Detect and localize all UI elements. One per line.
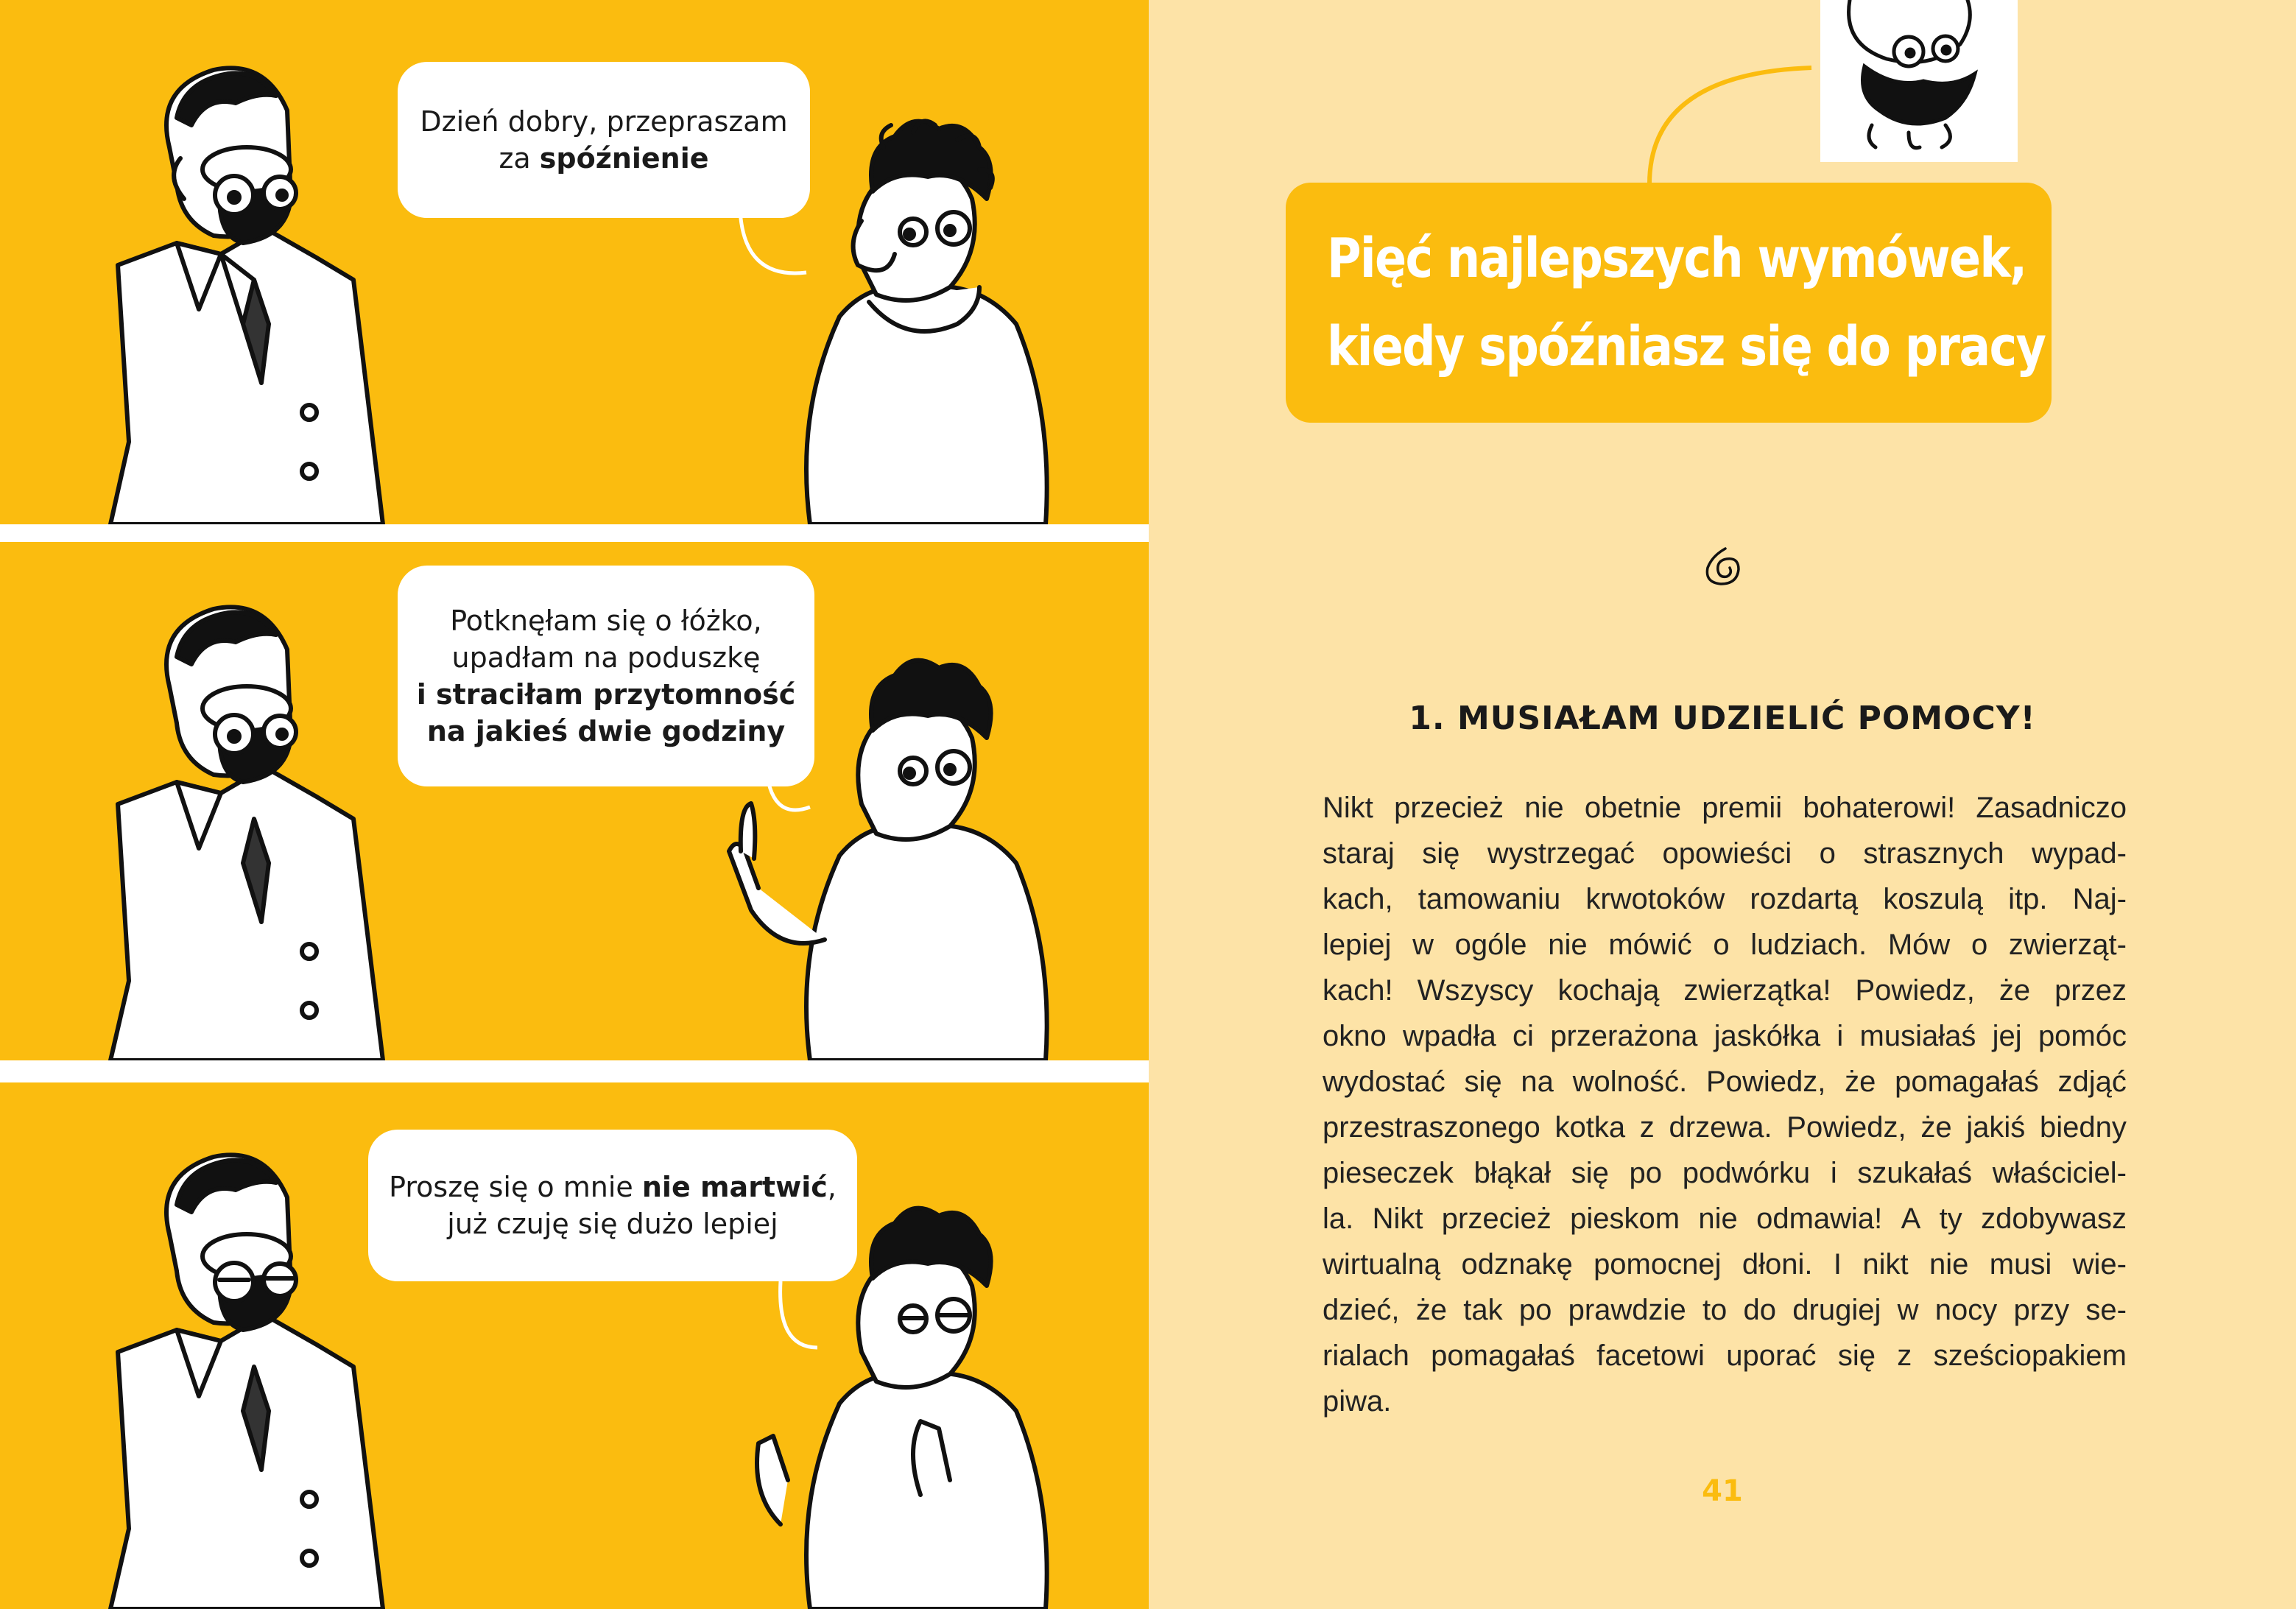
body-word: przez <box>2054 974 2127 1007</box>
body-word: nie <box>1548 929 1588 961</box>
body-word: wpadła <box>1403 1020 1496 1052</box>
body-word: ci <box>1513 1020 1534 1052</box>
body-word: do <box>1743 1294 1777 1326</box>
body-word: mówić <box>1608 929 1692 961</box>
body-text-line <box>1323 1059 2127 1105</box>
bubble-text: , <box>827 1171 837 1203</box>
body-word: Powiedz, <box>1855 974 1975 1007</box>
body-word: ludziach. <box>1750 929 1867 961</box>
body-word: se- <box>2085 1294 2127 1326</box>
body-word: dłoni. <box>1742 1248 1813 1281</box>
body-word: Zasadniczo <box>1976 792 2127 824</box>
body-word: wirtualną <box>1323 1248 1441 1281</box>
body-word: drugiej <box>1792 1294 1881 1326</box>
body-word: drzewa. <box>1669 1111 1772 1144</box>
body-word: nocy <box>1934 1294 1998 1326</box>
character-portrait-image <box>1820 0 2018 162</box>
body-word: wypad- <box>2032 837 2127 870</box>
body-word: pieseczek <box>1323 1157 1454 1189</box>
bubble-text-line <box>389 1169 837 1205</box>
body-word: o <box>1971 929 1988 961</box>
body-word: Powiedz, <box>1706 1066 1826 1098</box>
body-word: prawdzie <box>1568 1294 1686 1326</box>
body-word: zdjąć <box>2057 1066 2127 1098</box>
upside-down-face-icon <box>1820 0 2018 162</box>
swirl-ornament-icon <box>1697 541 1749 593</box>
body-word: z <box>1897 1339 1912 1372</box>
body-word: po <box>1518 1294 1552 1326</box>
body-word: z <box>1639 1111 1655 1144</box>
body-word: pomagałaś <box>1431 1339 1575 1372</box>
body-word: rialach <box>1323 1339 1409 1372</box>
body-word: odznakę <box>1461 1248 1573 1281</box>
body-word: sześciopakiem <box>1933 1339 2127 1372</box>
body-word: odmawia! <box>1756 1203 1883 1235</box>
body-word: kach! <box>1323 974 1393 1007</box>
speech-bubble-2 <box>398 566 814 786</box>
article-title-box <box>1286 183 2052 423</box>
bubble-text-line <box>417 676 796 713</box>
bubble-text: za <box>499 142 540 175</box>
body-word: tamowaniu <box>1418 883 1561 915</box>
body-word: I <box>1833 1248 1842 1281</box>
body-word: zwierząt- <box>2008 929 2127 961</box>
body-word: się <box>1571 1157 1609 1189</box>
body-word: rozdartą <box>1750 883 1859 915</box>
body-text-line <box>1323 1242 2127 1287</box>
body-word: że <box>1920 1111 1952 1144</box>
body-word: Nikt <box>1372 1203 1423 1235</box>
comic-panel-1 <box>0 0 1149 524</box>
body-word: wydostać <box>1323 1066 1445 1098</box>
body-word: pomóc <box>2038 1020 2127 1052</box>
body-word: i <box>1830 1157 1837 1189</box>
body-word: okno <box>1323 1020 1387 1052</box>
bubble-text-line <box>420 103 787 140</box>
article-page <box>1149 0 2296 1609</box>
body-word: i <box>1837 1020 1844 1052</box>
page-number: 41 <box>1702 1474 1743 1508</box>
body-word: w <box>1412 929 1434 961</box>
body-word: lepiej <box>1323 929 1392 961</box>
body-word: tak <box>1463 1294 1503 1326</box>
body-text-line: piwa. <box>1323 1385 1392 1418</box>
article-title-line-2: kiedy spóźniasz się do pracy <box>1327 315 2046 379</box>
bubble-text-bold: nie martwić <box>641 1171 828 1203</box>
body-word: wolność. <box>1572 1066 1688 1098</box>
comic-panel-2 <box>0 542 1149 1060</box>
body-word: facetowi <box>1596 1339 1705 1372</box>
speech-bubble-1 <box>398 62 810 218</box>
body-word: Powiedz, <box>1786 1111 1906 1144</box>
body-word: to <box>1702 1294 1728 1326</box>
man-figure <box>110 607 383 1060</box>
man-figure <box>110 1155 383 1609</box>
body-word: musi <box>1989 1248 2052 1281</box>
body-word: przecież <box>1394 792 1504 824</box>
body-word: przy <box>2013 1294 2070 1326</box>
body-text-line <box>1323 1333 2127 1379</box>
body-text-line <box>1323 922 2127 968</box>
body-text-line <box>1323 968 2127 1013</box>
body-word: szukałaś <box>1857 1157 1973 1189</box>
bubble-text-line <box>499 140 708 177</box>
body-word: nie <box>1524 792 1564 824</box>
body-word: w <box>1897 1294 1919 1326</box>
body-text-line <box>1323 1150 2127 1196</box>
body-word: staraj <box>1323 837 1395 870</box>
body-text-line <box>1323 1013 2127 1059</box>
body-word: jaskółka <box>1714 1020 1821 1052</box>
body-word: pomocnej <box>1594 1248 1722 1281</box>
bubble-tail <box>781 1281 817 1348</box>
bubble-text: Dzień dobry, przepraszam <box>420 105 788 138</box>
body-word: błąkał <box>1473 1157 1552 1189</box>
bubble-text-bold: na jakieś dwie godziny <box>426 715 786 747</box>
body-word: o <box>1713 929 1730 961</box>
bubble-text: upadłam na poduszkę <box>451 641 761 674</box>
body-word: la. <box>1323 1203 1354 1235</box>
body-word: jej <box>1992 1020 2022 1052</box>
body-word: na <box>1521 1066 1554 1098</box>
body-word: Mów <box>1887 929 1951 961</box>
body-text-line <box>1323 1287 2127 1333</box>
body-word: nikt <box>1862 1248 1909 1281</box>
body-word: wystrzegać <box>1487 837 1635 870</box>
body-word: itp. <box>2008 883 2048 915</box>
body-word: zdobywasz <box>1981 1203 2127 1235</box>
body-word: nie <box>1929 1248 1969 1281</box>
bubble-text: Proszę się o mnie <box>389 1171 642 1203</box>
body-word: kotka <box>1554 1111 1626 1144</box>
body-word: przerażona <box>1550 1020 1698 1052</box>
bubble-text-bold: i straciłam przytomność <box>416 678 796 711</box>
body-word: że <box>1999 974 2031 1007</box>
bubble-text-bold: spóźnienie <box>539 142 709 175</box>
body-word: zwierzątka! <box>1683 974 1831 1007</box>
body-word: właściciel- <box>1992 1157 2127 1189</box>
body-word: kach, <box>1323 883 1393 915</box>
body-word: A <box>1901 1203 1921 1235</box>
body-word: pieskom <box>1570 1203 1680 1235</box>
body-word: Naj- <box>2072 883 2127 915</box>
woman-figure <box>806 121 1047 524</box>
body-text-line <box>1323 1196 2127 1242</box>
article-body <box>1323 785 2127 1424</box>
body-text-line <box>1323 831 2127 876</box>
bubble-text: Potknęłam się o łóżko, <box>450 605 762 637</box>
speech-bubble-3 <box>368 1130 857 1281</box>
bubble-text-line <box>450 602 761 639</box>
body-word: ty <box>1939 1203 1962 1235</box>
body-word: bohaterowi! <box>1803 792 1956 824</box>
body-word: strasznych <box>1863 837 2004 870</box>
bubble-text: już czuję się dużo lepiej <box>447 1208 778 1240</box>
body-word: się <box>1837 1339 1876 1372</box>
section-heading: 1. MUSIAŁAM UDZIELIĆ POMOCY! <box>1409 700 2036 737</box>
bubble-text-line <box>452 639 761 676</box>
body-word: po <box>1629 1157 1663 1189</box>
man-figure <box>110 68 383 524</box>
body-text-line <box>1323 876 2127 922</box>
body-word: koszulą <box>1883 883 1983 915</box>
body-word: musiałaś <box>1859 1020 1976 1052</box>
body-word: jakiś <box>1966 1111 2026 1144</box>
body-word: pomagałaś <box>1895 1066 2039 1098</box>
body-word: się <box>1422 837 1460 870</box>
body-word: biedny <box>2040 1111 2127 1144</box>
body-word: premii <box>1702 792 1783 824</box>
body-word: że <box>1415 1294 1447 1326</box>
body-word: Wszyscy <box>1417 974 1534 1007</box>
body-word: przestraszonego <box>1323 1111 1540 1144</box>
body-word: Nikt <box>1323 792 1373 824</box>
body-word: kochają <box>1557 974 1660 1007</box>
body-word: uporać <box>1726 1339 1817 1372</box>
body-word: dzieć, <box>1323 1294 1400 1326</box>
comic-panel-3 <box>0 1082 1149 1609</box>
bubble-text-line <box>427 713 785 750</box>
body-word: obetnie <box>1584 792 1682 824</box>
body-word: o <box>1819 837 1836 870</box>
body-word: wie- <box>2072 1248 2127 1281</box>
body-word: przecież <box>1441 1203 1552 1235</box>
body-word: że <box>1845 1066 1876 1098</box>
body-word: podwórku <box>1682 1157 1811 1189</box>
body-word: się <box>1464 1066 1502 1098</box>
body-word: opowieści <box>1662 837 1792 870</box>
article-title-line-1: Pięć najlepszych wymówek, <box>1327 227 2026 290</box>
body-word: ogóle <box>1454 929 1527 961</box>
title-connector-line <box>1149 0 2296 191</box>
body-word: krwotoków <box>1585 883 1725 915</box>
body-text-line <box>1323 785 2127 831</box>
bubble-tail <box>740 210 806 273</box>
body-word: nie <box>1698 1203 1738 1235</box>
bubble-text-line <box>447 1205 778 1242</box>
body-text-line <box>1323 1105 2127 1150</box>
